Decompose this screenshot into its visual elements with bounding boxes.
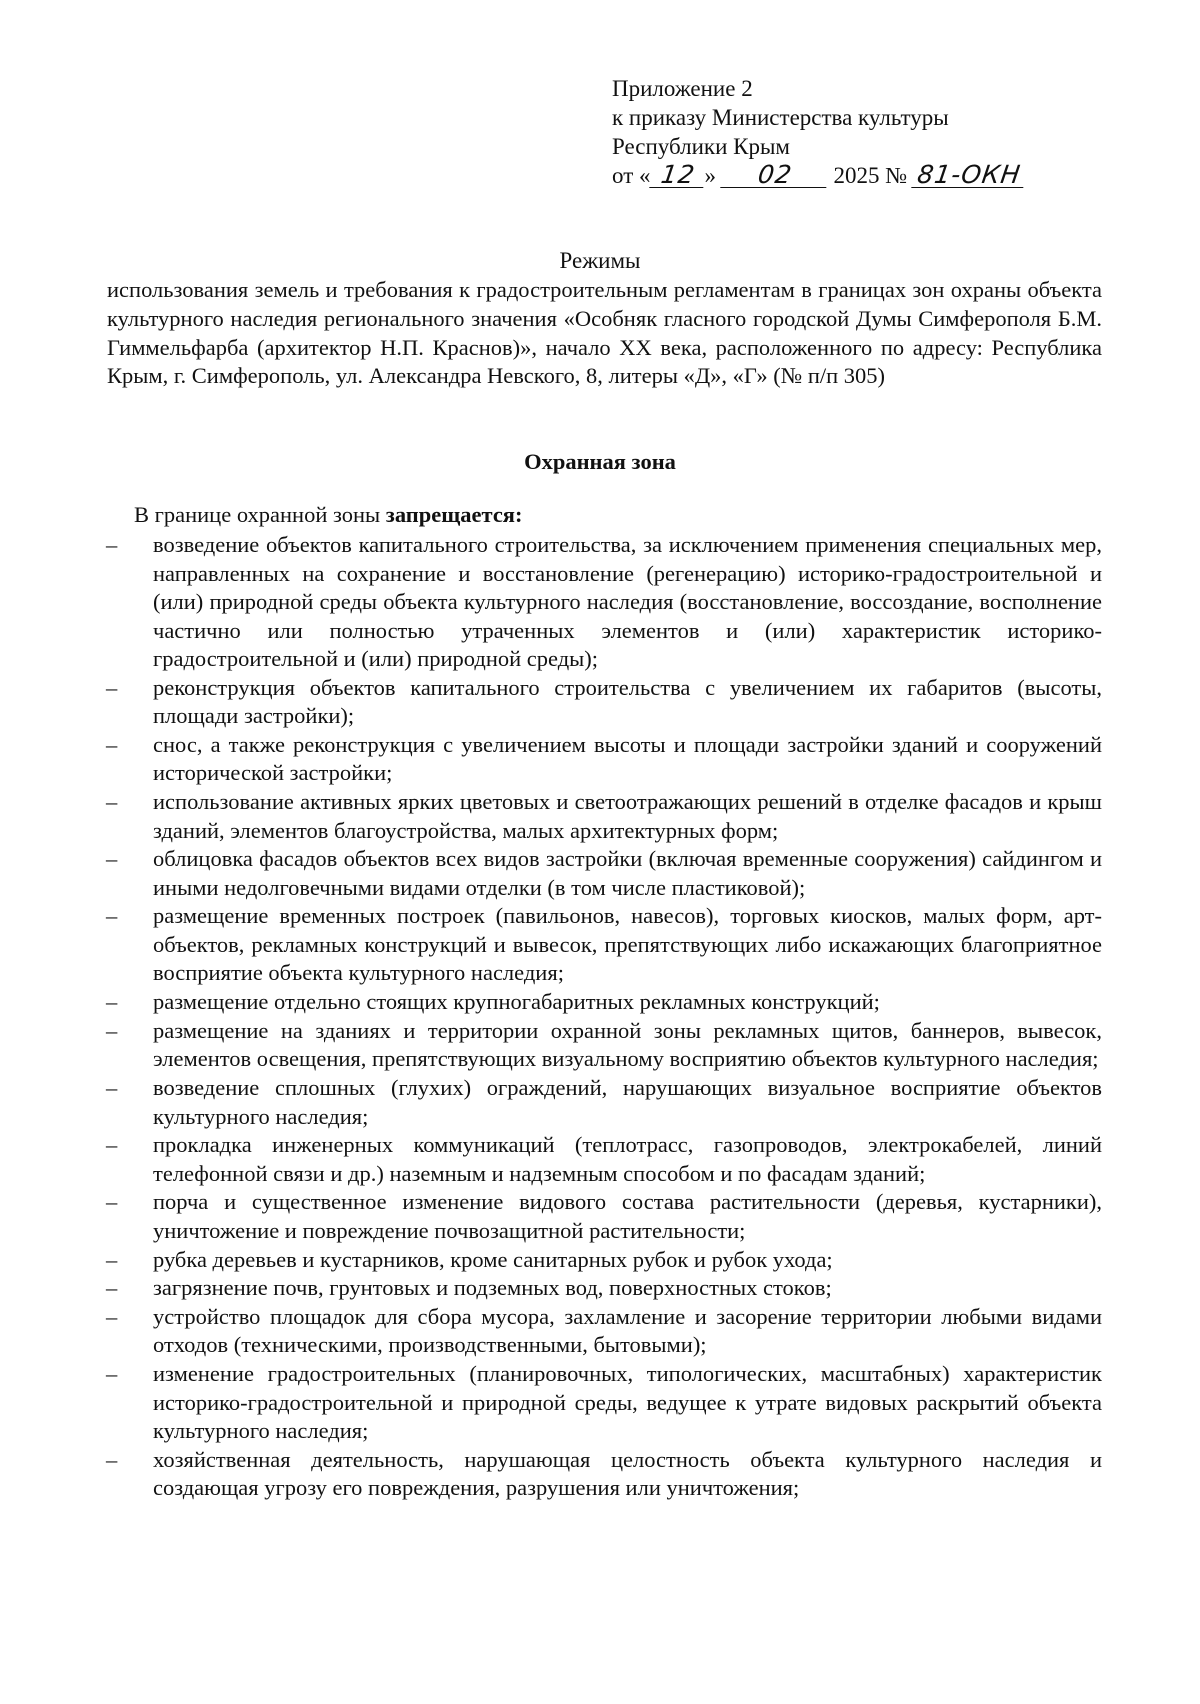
appendix-order-ref: к приказу Министерства культуры bbox=[612, 105, 949, 130]
list-bullet: – bbox=[106, 1189, 118, 1215]
list-item bbox=[106, 1246, 1102, 1275]
intro-bold: запрещается: bbox=[385, 502, 523, 527]
list-bullet: – bbox=[106, 1246, 118, 1272]
list-item-text: снос, а также реконструкция с увеличением высоты и площади застройки зданий и сооружений исторической застройки; bbox=[153, 731, 1102, 786]
list-bullet: – bbox=[106, 532, 118, 557]
list-bullet: – bbox=[106, 1075, 118, 1100]
document-title: Режимы bbox=[559, 248, 641, 273]
date-quote-close: » bbox=[704, 163, 716, 188]
list-bullet: – bbox=[106, 903, 118, 929]
list-item-text: облицовка фасадов объектов всех видов застройки (включая временные сооружения) сайдингом и иными недолговечными видами отделки (в том числе пластиковой); bbox=[153, 846, 1102, 900]
date-prefix: от « bbox=[612, 163, 651, 188]
list-item bbox=[106, 1131, 1102, 1188]
list-item-text: размещение на зданиях и территории охранной зоны рекламных щитов, баннеров, вывесок, элементов освещения, препятствующих визуальному восприятию объектов культурного наследия; bbox=[153, 1017, 1102, 1072]
list-item bbox=[106, 1446, 1102, 1503]
list-item-text: размещение временных построек (павильонов, навесов), торговых киосков, малых форм, арт-объектов, рекламных конструкций и вывесок, препятствующих либо искажающих благоприятное восприятие объекта культурного наследия; bbox=[153, 903, 1102, 986]
list-item-text: использование активных ярких цветовых и светоотражающих решений в отделке фасадов и крыш зданий, элементов благоустройства, малых архитектурных форм; bbox=[153, 789, 1102, 843]
prohibitions-list bbox=[106, 531, 1102, 1503]
list-item-text: прокладка инженерных коммуникаций (теплотрасс, газопроводов, электрокабелей, линий телефонной связи и др.) наземным и надземным способом и по фасадам зданий; bbox=[153, 1132, 1102, 1186]
list-item-text: возведение сплошных (глухих) ограждений, нарушающих визуальное восприятие объектов культурного наследия; bbox=[153, 1075, 1102, 1129]
list-item bbox=[106, 1188, 1102, 1245]
list-item-text: порча и существенное изменение видового состава растительности (деревья, кустарники), уничтожение и повреждение почвозащитной растительности; bbox=[153, 1189, 1102, 1243]
list-item bbox=[106, 988, 1102, 1017]
appendix-block bbox=[612, 74, 1025, 190]
list-item bbox=[106, 1360, 1102, 1446]
list-item bbox=[106, 845, 1102, 902]
intro-paragraph bbox=[134, 502, 522, 528]
zone-heading: Охранная зона bbox=[524, 449, 676, 474]
list-item-text: хозяйственная деятельность, нарушающая целостность объекта культурного наследия и создающая угрозу его повреждения, разрушения или уничтожения; bbox=[153, 1446, 1102, 1501]
handwritten-day: 12 bbox=[649, 163, 707, 188]
list-item-text: размещение отдельно стоящих крупногабаритных рекламных конструкций; bbox=[153, 989, 880, 1015]
list-bullet: – bbox=[106, 1303, 118, 1329]
list-item bbox=[106, 674, 1102, 731]
handwritten-order-number: 81-ОКН bbox=[911, 163, 1027, 188]
list-bullet: – bbox=[106, 1132, 118, 1158]
list-item bbox=[106, 902, 1102, 988]
list-bullet: – bbox=[106, 789, 118, 815]
document-subject: использования земель и требования к градостроительным регламентам в границах зон охраны объекта культурного наследия регионального значения «Особняк гласного городской Думы Симферополя Б.М. Гиммельфарба (архитектор Н.П. Краснов)», начало XX века, расположенного по адресу: Республика Крым, г. Симферополь, ул. Александра Невского, 8, литеры «Д», «Г» (№ п/п 305) bbox=[107, 277, 1102, 389]
list-item-text: изменение градостроительных (планировочных, типологических, масштабных) характеристик историко-градостроительной и природной среды, ведущее к утрате видовых раскрытий объекта культурного наследия; bbox=[153, 1361, 1102, 1444]
list-bullet: – bbox=[106, 989, 118, 1015]
date-year: 2025 № bbox=[833, 163, 908, 188]
appendix-republic: Республики Крым bbox=[612, 134, 790, 159]
list-item-text: устройство площадок для сбора мусора, захламление и засорение территории любыми видами отходов (техническими, производственными, бытовыми); bbox=[153, 1303, 1102, 1358]
list-item-text: рубка деревьев и кустарников, кроме санитарных рубок и рубок ухода; bbox=[153, 1246, 833, 1272]
list-bullet: – bbox=[106, 846, 118, 872]
handwritten-month: 02 bbox=[720, 163, 830, 188]
list-bullet: – bbox=[106, 731, 118, 757]
list-item-text: загрязнение почв, грунтовых и подземных вод, поверхностных стоков; bbox=[153, 1275, 832, 1301]
list-item bbox=[106, 1274, 1102, 1303]
intro-text: В границе охранной зоны bbox=[134, 502, 386, 527]
list-bullet: – bbox=[106, 1446, 118, 1472]
appendix-number: Приложение 2 bbox=[612, 76, 753, 101]
list-item bbox=[106, 731, 1102, 788]
list-item bbox=[106, 1303, 1102, 1360]
list-item-text: реконструкция объектов капитального строительства с увеличением их габаритов (высоты, площади застройки); bbox=[153, 674, 1102, 729]
list-bullet: – bbox=[106, 1275, 118, 1301]
list-item-text: возведение объектов капитального строительства, за исключением применения специальных мер, направленных на сохранение и восстановление (регенерацию) историко-градостроительной и (или) природной среды объекта культурного наследия (восстановление, воссоздание, восполнение частично или полностью утраченных элементов и (или) характеристик историко-градостроительной и (или) природной среды); bbox=[153, 532, 1102, 671]
list-item bbox=[106, 788, 1102, 845]
list-item bbox=[106, 1017, 1102, 1074]
list-bullet: – bbox=[106, 674, 118, 700]
list-bullet: – bbox=[106, 1017, 118, 1043]
list-item bbox=[106, 531, 1102, 674]
list-bullet: – bbox=[106, 1361, 118, 1387]
list-item bbox=[106, 1074, 1102, 1131]
appendix-date-line bbox=[612, 161, 1025, 190]
